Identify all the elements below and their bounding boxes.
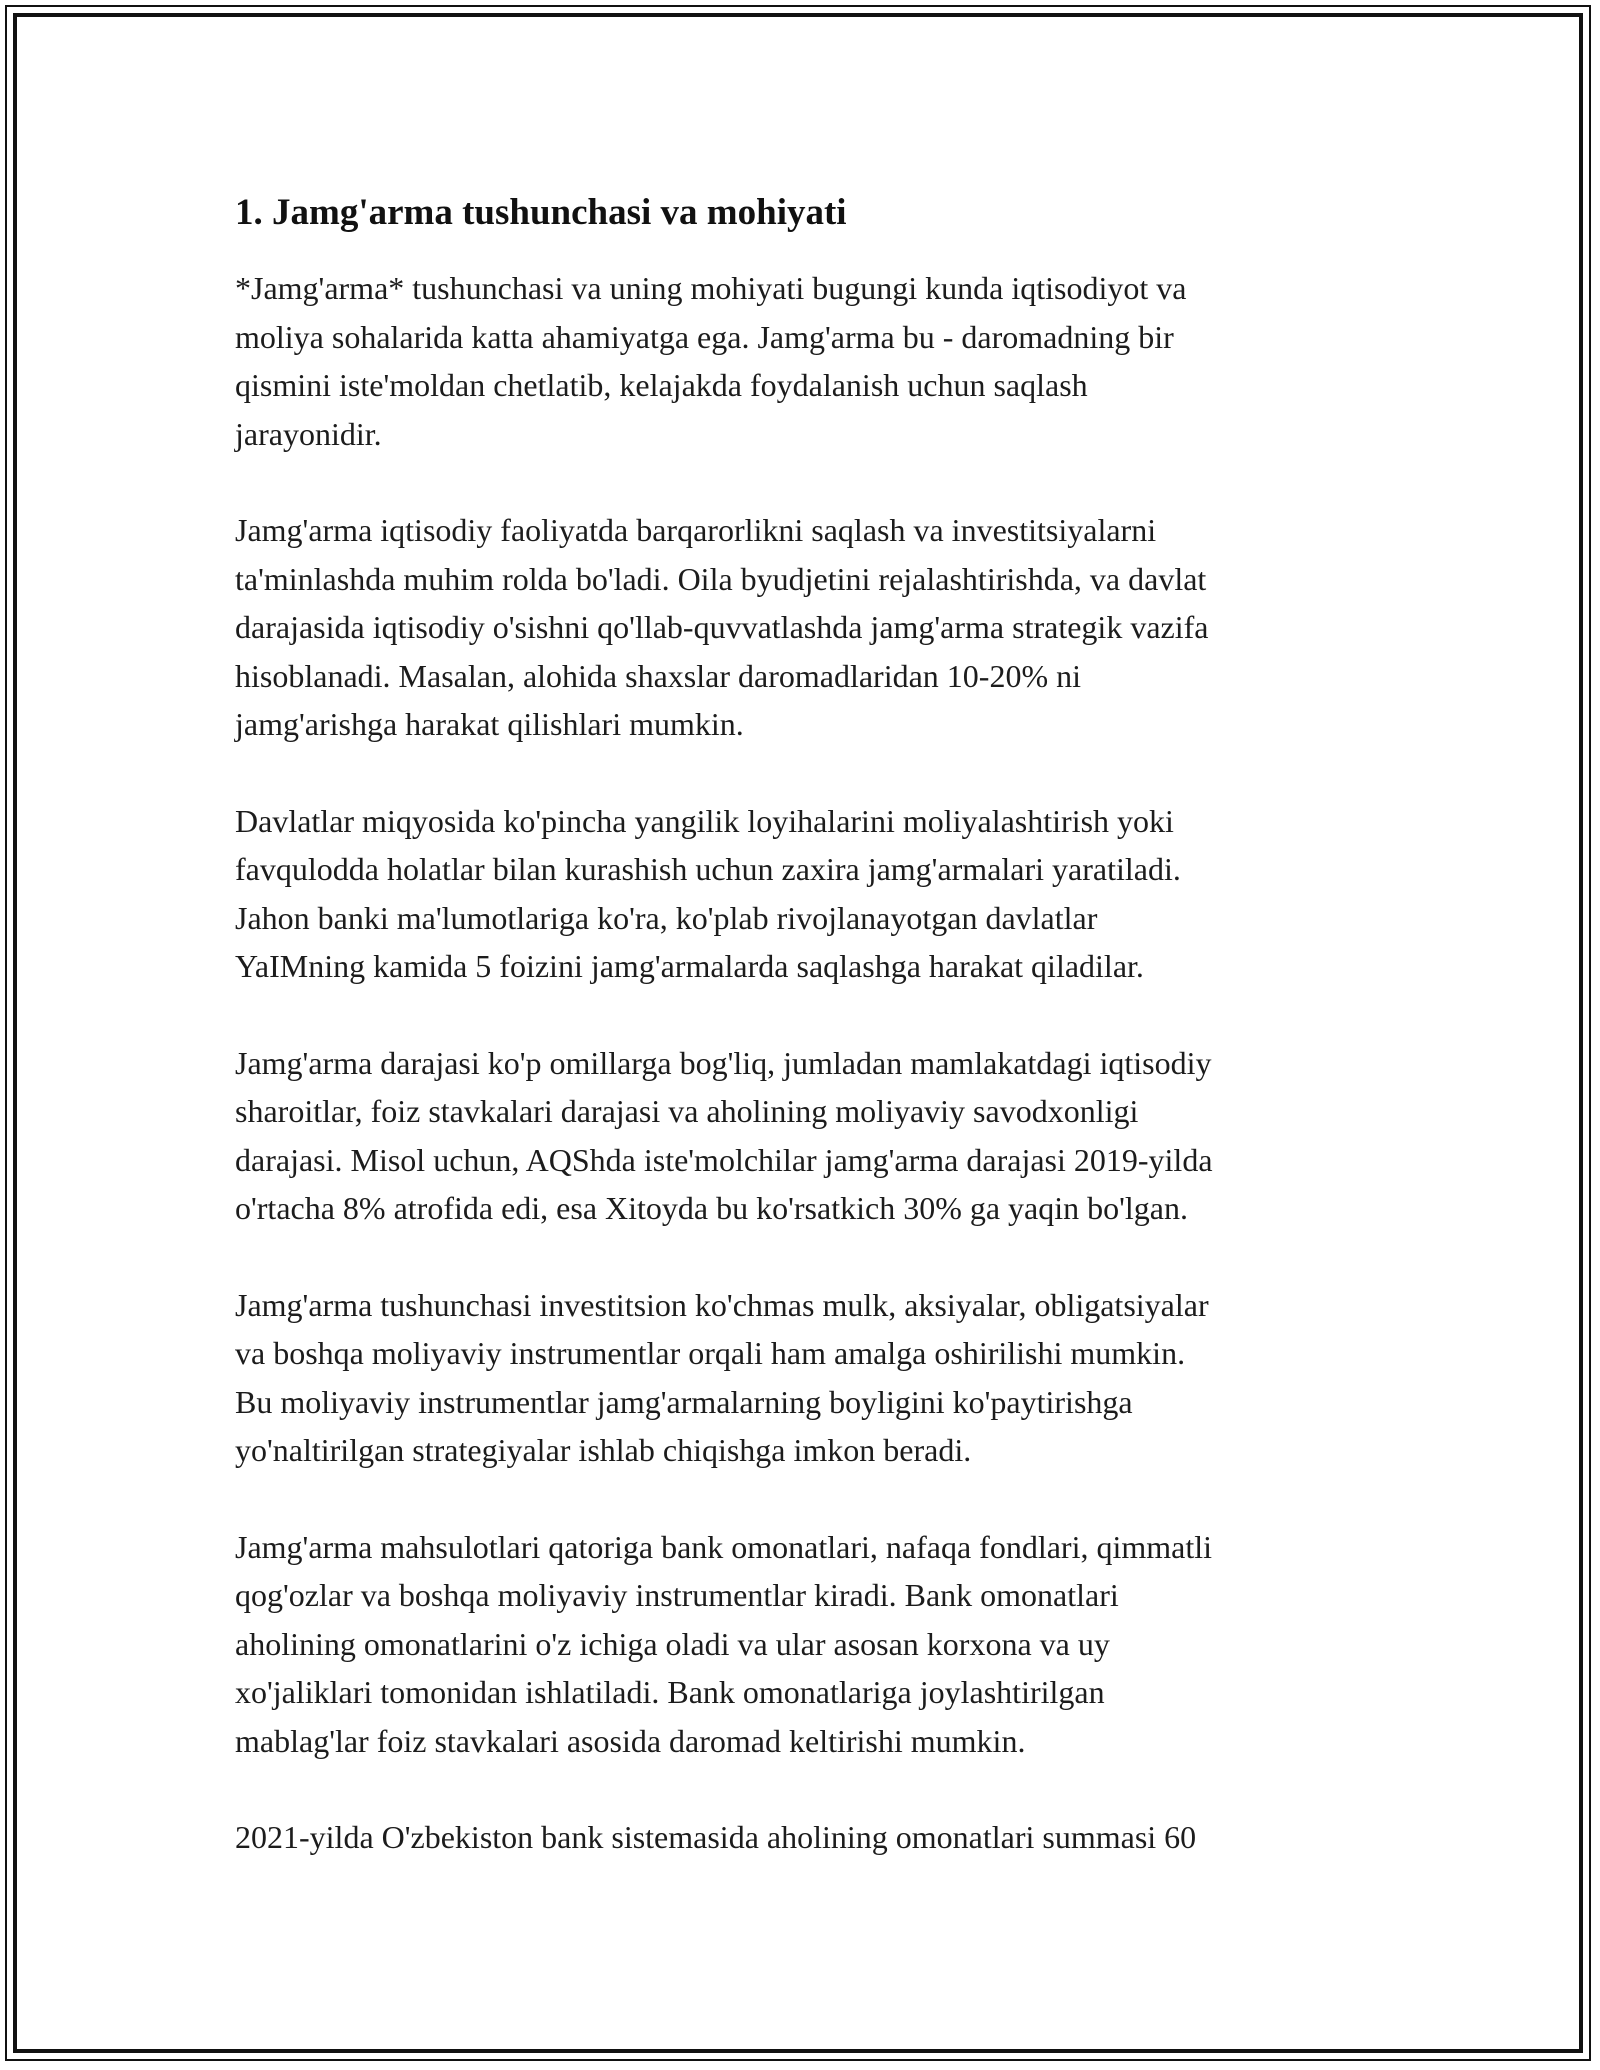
paragraph bbox=[235, 797, 1385, 991]
section-heading: 1. Jamg'arma tushunchasi va mohiyati bbox=[235, 192, 847, 233]
paragraph-line: yo'naltirilgan strategiyalar ishlab chiqishga imkon beradi. bbox=[235, 1432, 972, 1468]
paragraph-line: moliya sohalarida katta ahamiyatga ega. Jamg'arma bu - daromadning bir bbox=[235, 318, 1174, 355]
document-body bbox=[235, 188, 1385, 1910]
paragraph-line: va boshqa moliyaviy instrumentlar orqali ham amalga oshirilishi mumkin. bbox=[235, 1335, 1186, 1371]
paragraph-line: o'rtacha 8% atrofida edi, esa Xitoyda bu ko'rsatkich 30% ga yaqin bo'lgan. bbox=[235, 1190, 1188, 1226]
paragraph-line: sharoitlar, foiz stavkalari darajasi va aholining moliyaviy savodxonligi bbox=[235, 1093, 1139, 1129]
paragraph-line: Jamg'arma darajasi ko'p omillarga bog'liq, jumladan mamlakatdagi iqtisodiy bbox=[235, 1044, 1212, 1081]
paragraph-line: mablag'lar foiz stavkalari asosida daromad keltirishi mumkin. bbox=[235, 1722, 1026, 1759]
paragraph-line: Jahon banki ma'lumotlariga ko'ra, ko'plab rivojlanayotgan davlatlar bbox=[235, 899, 1098, 936]
paragraph-line: qog'ozlar va boshqa moliyaviy instrumentlar kiradi. Bank omonatlari bbox=[235, 1577, 1119, 1613]
paragraph-line: qismini iste'moldan chetlatib, kelajakda foydalanish uchun saqlash bbox=[235, 367, 1088, 403]
paragraph-line: 2021-yilda O'zbekiston bank sistemasida aholining omonatlari summasi 60 bbox=[235, 1819, 1197, 1855]
paragraph-line: darajasi. Misol uchun, AQShda iste'molchilar jamg'arma darajasi 2019-yilda bbox=[235, 1141, 1213, 1178]
paragraph bbox=[235, 264, 1385, 458]
paragraph-line: ta'minlashda muhim rolda bo'ladi. Oila byudjetini rejalashtirishda, va davlat bbox=[235, 560, 1207, 597]
paragraph-line: xo'jaliklari tomonidan ishlatiladi. Bank omonatlariga joylashtirilgan bbox=[235, 1674, 1105, 1710]
paragraph-line: Bu moliyaviy instrumentlar jamg'armalarning boyligini ko'paytirishga bbox=[235, 1383, 1133, 1420]
paragraph-list bbox=[235, 264, 1385, 1862]
paragraph bbox=[235, 1813, 1385, 1862]
paragraph bbox=[235, 1039, 1385, 1233]
paragraph-line: Jamg'arma tushunchasi investitsion ko'chmas mulk, aksiyalar, obligatsiyalar bbox=[235, 1286, 1209, 1323]
paragraph-line: *Jamg'arma* tushunchasi va uning mohiyati bugungi kunda iqtisodiyot va bbox=[235, 270, 1187, 306]
paragraph-line: Jamg'arma iqtisodiy faoliyatda barqarorlikni saqlash va investitsiyalarni bbox=[235, 512, 1157, 548]
paragraph bbox=[235, 1523, 1385, 1766]
paragraph-line: YaIMning kamida 5 foizini jamg'armalarda saqlashga harakat qiladilar. bbox=[235, 948, 1144, 984]
paragraph-line: jarayonidir. bbox=[235, 415, 382, 452]
paragraph bbox=[235, 506, 1385, 749]
paragraph bbox=[235, 1281, 1385, 1475]
paragraph-line: darajasida iqtisodiy o'sishni qo'llab-quvvatlashda jamg'arma strategik vazifa bbox=[235, 609, 1209, 645]
paragraph-line: favqulodda holatlar bilan kurashish uchun zaxira jamg'armalari yaratiladi. bbox=[235, 851, 1181, 887]
paragraph-line: Jamg'arma mahsulotlari qatoriga bank omonatlari, nafaqa fondlari, qimmatli bbox=[235, 1528, 1213, 1565]
paragraph-line: hisoblanadi. Masalan, alohida shaxslar daromadlaridan 10-20% ni bbox=[235, 657, 1081, 694]
paragraph-line: aholining omonatlarini o'z ichiga oladi va ular asosan korxona va uy bbox=[235, 1625, 1110, 1662]
paragraph-line: Davlatlar miqyosida ko'pincha yangilik loyihalarini moliyalashtirish yoki bbox=[235, 802, 1174, 839]
paragraph-line: jamg'arishga harakat qilishlari mumkin. bbox=[235, 706, 744, 742]
